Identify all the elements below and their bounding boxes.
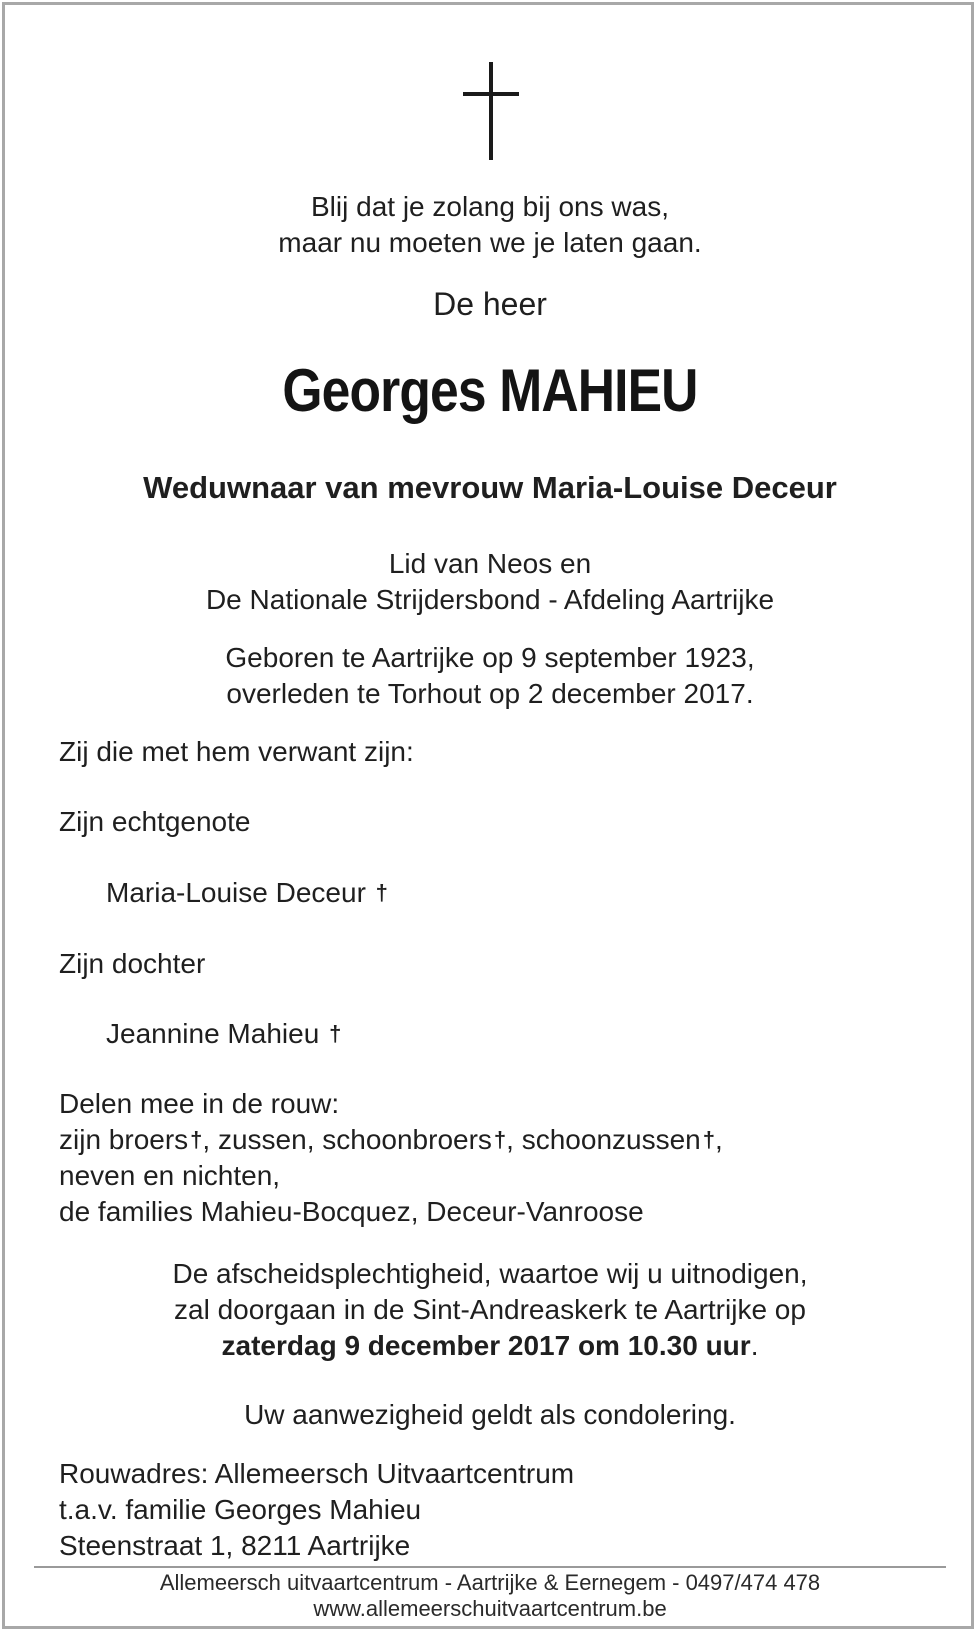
- ceremony: [0, 1256, 980, 1364]
- mourning-address: [59, 1456, 939, 1564]
- salutation: De heer: [433, 286, 547, 322]
- dagger-icon: †: [493, 1127, 507, 1152]
- mourning-brothers: zijn broers: [59, 1124, 189, 1155]
- condolence-note: Uw aanwezigheid geldt als condolering.: [244, 1399, 736, 1430]
- membership-line-2: De Nationale Strijdersbond - Afdeling Aartrijke: [205, 584, 775, 615]
- mourning-sisters-in-law: , schoonzussen: [506, 1124, 701, 1155]
- footer-website: www.allemeerschuitvaartcentrum.be: [313, 1596, 667, 1621]
- dagger-icon: †: [190, 1127, 203, 1152]
- quote-line-2: maar nu moeten we je laten gaan.: [278, 227, 702, 258]
- mourning-line-2: neven en nichten,: [59, 1160, 281, 1191]
- footer-divider: [34, 1566, 946, 1568]
- mourning-line-3: de families Mahieu-Bocquez, Deceur-Vanroose: [59, 1196, 644, 1227]
- spouse-name: Maria-Louise Deceur: [106, 877, 366, 908]
- relatives-intro: Zij die met hem verwant zijn:: [59, 736, 414, 767]
- daughter-entry: [106, 1016, 980, 1052]
- life-dates: [0, 640, 980, 712]
- mourning-block: [59, 1086, 939, 1230]
- mourning-line-1: [59, 1122, 939, 1158]
- daughter-name: Jeannine Mahieu: [106, 1018, 320, 1049]
- address-line-3: Steenstraat 1, 8211 Aartrijke: [59, 1530, 411, 1561]
- deceased-name: Georges MAHIEU: [282, 357, 698, 424]
- spouse-entry: [106, 875, 980, 911]
- mourning-intro: Delen mee in de rouw:: [59, 1088, 340, 1119]
- death-line: overleden te Torhout op 2 december 2017.: [226, 678, 754, 709]
- dagger-icon: †: [702, 1127, 715, 1152]
- cross-icon: [463, 62, 519, 160]
- daughter-label: Zijn dochter: [59, 948, 206, 979]
- footer-contact: Allemeersch uitvaartcentrum - Aartrijke & Eernegem - 0497/474 478: [159, 1570, 821, 1595]
- ceremony-date-suffix: .: [750, 1330, 759, 1361]
- ceremony-line-3: [0, 1328, 980, 1364]
- dagger-icon: †: [329, 1021, 342, 1046]
- footer: [0, 1570, 980, 1622]
- spouse-label: Zijn echtgenote: [59, 806, 251, 837]
- address-line-2: t.a.v. familie Georges Mahieu: [59, 1494, 422, 1525]
- address-line-1: Rouwadres: Allemeersch Uitvaartcentrum: [59, 1458, 575, 1489]
- quote: [0, 189, 980, 261]
- ceremony-line-1: De afscheidsplechtigheid, waartoe wij u uitnodigen,: [172, 1258, 808, 1289]
- dagger-icon: †: [375, 880, 388, 905]
- ceremony-line-2: zal doorgaan in de Sint-Andreaskerk te Aartrijke op: [174, 1294, 806, 1325]
- mourning-sisters-inlaws: , zussen, schoonbroers: [202, 1124, 492, 1155]
- quote-line-1: Blij dat je zolang bij ons was,: [311, 191, 669, 222]
- membership: [0, 546, 980, 618]
- membership-line-1: Lid van Neos en: [388, 548, 592, 579]
- mourning-comma: ,: [715, 1124, 723, 1155]
- ceremony-date-time: zaterdag 9 december 2017 om 10.30 uur: [221, 1330, 751, 1361]
- birth-line: Geboren te Aartrijke op 9 september 1923,: [225, 642, 755, 673]
- widower-line: Weduwnaar van mevrouw Maria-Louise Deceur: [143, 470, 837, 505]
